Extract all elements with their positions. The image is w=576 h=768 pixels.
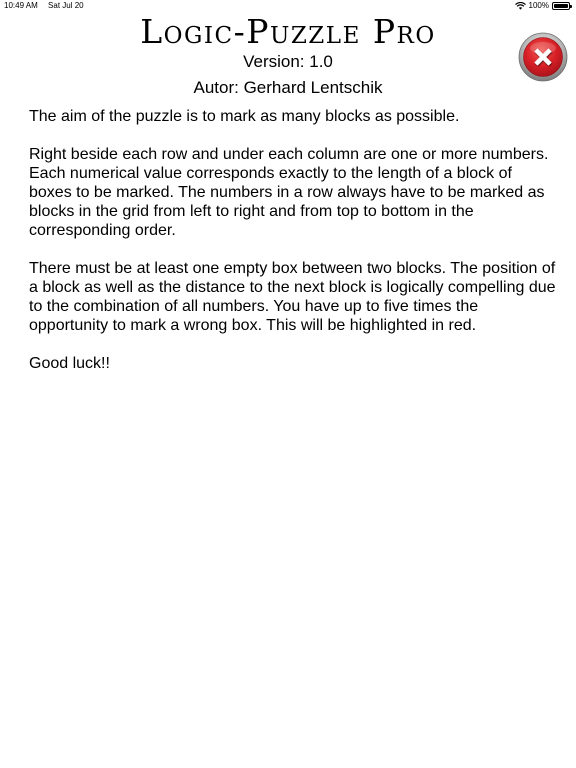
instructions-text (29, 107, 559, 392)
status-date: Sat Jul 20 (48, 1, 84, 10)
battery-percent: 100% (528, 1, 549, 10)
paragraph-good-luck: Good luck!! (29, 355, 110, 372)
version-label: Version: 1.0 (243, 52, 333, 71)
status-bar (0, 0, 576, 12)
status-right (515, 0, 570, 12)
wifi-icon (515, 2, 526, 10)
app-title: Logic-Puzzle Pro (140, 12, 436, 51)
battery-icon (552, 2, 570, 10)
paragraph-aim: The aim of the puzzle is to mark as many blocks as possible. (29, 108, 460, 125)
close-icon (518, 32, 568, 82)
author-label: Autor: Gerhard Lentschik (193, 78, 383, 97)
paragraph-numbers: Right beside each row and under each column are one or more numbers. Each numerical value corresponds exactly to the length of a block of boxes to be marked. The numbers in a row always have to be marked as blocks in the grid from left to right and from top to bottom in the corresponding order. (29, 146, 549, 239)
status-time: 10:49 AM (4, 1, 38, 10)
close-button[interactable] (518, 32, 568, 82)
paragraph-rules: There must be at least one empty box between two blocks. The position of a block as well as the distance to the next block is logically compelling due to the combination of all numbers. You have up to five times the opportunity to mark a wrong box. This will be highlighted in red. (29, 260, 556, 334)
status-left (4, 0, 84, 12)
